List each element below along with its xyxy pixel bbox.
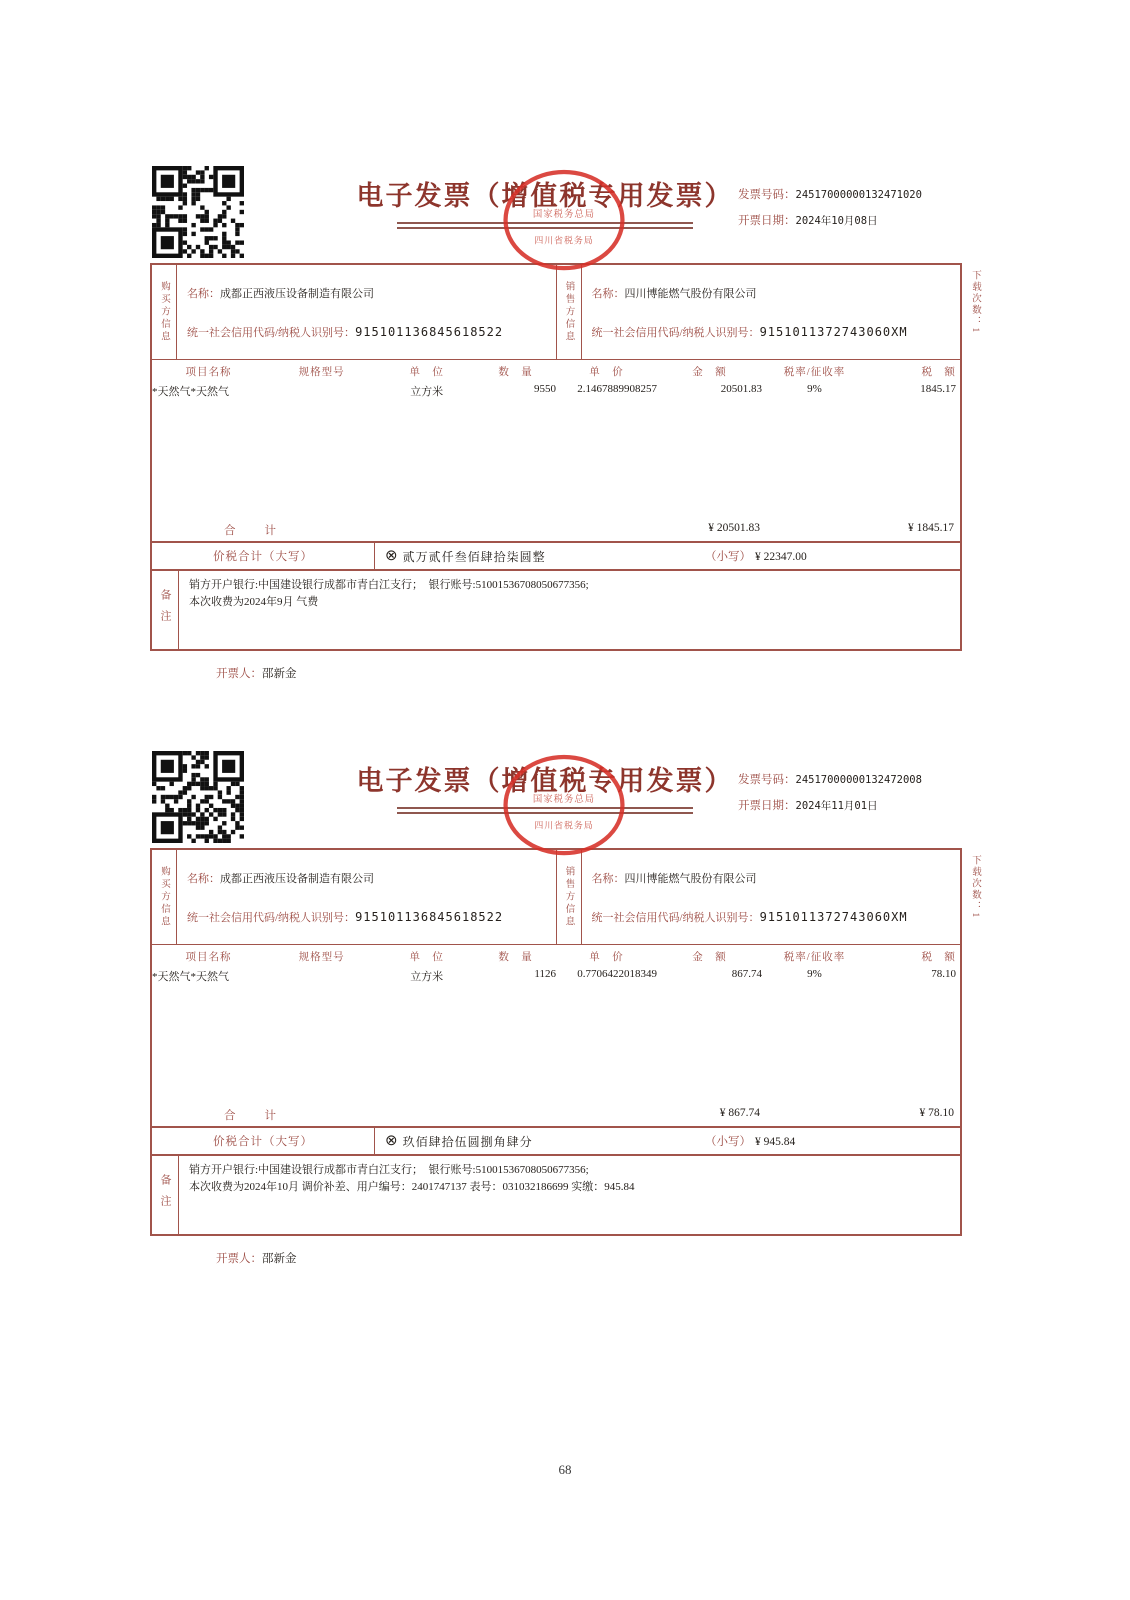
invoice-meta bbox=[738, 771, 964, 823]
seller-info bbox=[582, 850, 961, 944]
col-header-name: 项目名称 bbox=[185, 952, 232, 963]
buyer-name-value: 成都正西液压设备制造有限公司 bbox=[220, 872, 374, 885]
total-amount: ¥ 20501.83 bbox=[708, 522, 760, 534]
col-header-amount: 金 额 bbox=[692, 952, 727, 963]
col-header-price: 单 价 bbox=[589, 952, 624, 963]
col-header-unit: 单 位 bbox=[409, 367, 444, 378]
seller-taxid-value: 9151011372743060XM bbox=[759, 909, 908, 924]
item-tax: 1845.17 bbox=[920, 383, 956, 395]
grand-total-label: 价税合计（大写） bbox=[152, 543, 375, 569]
buyer-block-label: 购买方信息 bbox=[152, 850, 177, 944]
seller-name-value: 四川博能燃气股份有限公司 bbox=[624, 872, 757, 885]
invoice-meta bbox=[738, 186, 964, 238]
items-table bbox=[152, 360, 960, 519]
items-header-row bbox=[152, 949, 960, 964]
invoice-number-row bbox=[738, 186, 964, 202]
buyer-taxid-value: 915101136845618522 bbox=[355, 909, 504, 924]
seller-info bbox=[582, 265, 961, 359]
remark-line-bank: 销方开户银行:中国建设银行成都市青白江支行； 银行账号:51001536708050677356; bbox=[189, 579, 589, 591]
stamp-line1: 国家税务总局 bbox=[532, 210, 596, 221]
item-tax: 78.10 bbox=[931, 968, 956, 980]
total-label: 合 计 bbox=[224, 525, 278, 537]
remark-line-bank: 销方开户银行:中国建设银行成都市青白江支行； 银行账号:51001536708050677356; bbox=[189, 1164, 589, 1176]
invoice-date-row bbox=[738, 212, 964, 228]
remark-content bbox=[179, 1156, 960, 1234]
download-count: 下载次数：1 bbox=[970, 855, 980, 920]
col-header-tax: 税 额 bbox=[921, 367, 956, 378]
seller-name-value: 四川博能燃气股份有限公司 bbox=[624, 287, 757, 300]
item-tax-rate: 9% bbox=[807, 383, 822, 395]
seller-taxid-value: 9151011372743060XM bbox=[759, 324, 908, 339]
col-header-price: 单 价 bbox=[589, 367, 624, 378]
download-count: 下载次数：1 bbox=[970, 270, 980, 335]
stamp-line1: 国家税务总局 bbox=[532, 795, 596, 806]
total-tax: ¥ 78.10 bbox=[919, 1107, 954, 1119]
invoice-2 bbox=[150, 745, 980, 1266]
remark-line-fee: 本次收费为2024年10月 调价补差、用户编号：2401747137 表号：031032186699 实缴：945.84 bbox=[189, 1181, 635, 1194]
invoice-date-label: 开票日期： bbox=[738, 215, 796, 227]
col-header-tax: 税 额 bbox=[921, 952, 956, 963]
total-row bbox=[152, 519, 960, 543]
grand-total-content bbox=[375, 543, 960, 569]
invoice-title: 电子发票（增值税专用发票） bbox=[356, 181, 734, 211]
issuer-label: 开票人： bbox=[216, 668, 262, 680]
grand-total-content bbox=[375, 1128, 960, 1154]
col-header-unit: 单 位 bbox=[409, 952, 444, 963]
amount-in-figures-group bbox=[705, 548, 807, 564]
stamp-line2: 四川省税务局 bbox=[534, 235, 594, 246]
col-header-qty: 数 量 bbox=[498, 952, 533, 963]
item-amount: 20501.83 bbox=[720, 383, 762, 395]
invoice-number-value: 24517000000132471020 bbox=[795, 189, 922, 201]
amount-in-figures: ¥ 945.84 bbox=[755, 1136, 796, 1148]
invoice-number-row bbox=[738, 771, 964, 787]
remark-section bbox=[152, 1156, 960, 1234]
small-figures-label: （小写） bbox=[705, 551, 751, 563]
item-spec bbox=[265, 383, 378, 399]
items-table bbox=[152, 945, 960, 1104]
tax-bureau-stamp-icon bbox=[498, 747, 630, 865]
seller-taxid-label: 统一社会信用代码/纳税人识别号： bbox=[591, 326, 760, 339]
amount-in-words: 贰万贰仟叁佰肆拾柒圆整 bbox=[402, 549, 546, 564]
item-spec bbox=[265, 968, 378, 984]
buyer-name-label: 名称： bbox=[187, 287, 220, 300]
invoice-number-value: 24517000000132472008 bbox=[795, 774, 922, 786]
grand-total-row bbox=[152, 1128, 960, 1156]
invoice-header bbox=[150, 160, 962, 263]
col-header-rate: 税率/征收率 bbox=[783, 952, 846, 963]
invoice-date-value: 2024年10月08日 bbox=[795, 215, 878, 227]
tax-bureau-stamp-icon bbox=[498, 162, 630, 280]
col-header-spec: 规格型号 bbox=[298, 367, 345, 378]
item-row bbox=[152, 383, 960, 399]
circled-x-icon: ⊗ bbox=[385, 547, 398, 564]
amount-in-words: 玖佰肆拾伍圆捌角肆分 bbox=[402, 1134, 533, 1149]
buyer-block-label: 购买方信息 bbox=[152, 265, 177, 359]
buyer-taxid-label: 统一社会信用代码/纳税人识别号： bbox=[187, 326, 356, 339]
qr-code bbox=[152, 751, 244, 843]
amount-in-figures: ¥ 22347.00 bbox=[755, 551, 807, 563]
item-unit: 立方米 bbox=[410, 386, 444, 398]
issuer-name: 邵新金 bbox=[262, 668, 297, 680]
remark-content bbox=[179, 571, 960, 649]
item-qty: 9550 bbox=[533, 383, 556, 395]
item-price: 2.1467889908257 bbox=[577, 383, 657, 395]
grand-total-row bbox=[152, 543, 960, 571]
buyer-name-label: 名称： bbox=[187, 872, 220, 885]
page-number: 68 bbox=[558, 1462, 572, 1477]
item-name: *天然气*天然气 bbox=[152, 386, 229, 398]
invoice-date-row bbox=[738, 797, 964, 813]
items-header-row bbox=[152, 364, 960, 379]
amount-in-figures-group bbox=[705, 1133, 795, 1149]
item-amount: 867.74 bbox=[731, 968, 762, 980]
invoice-header bbox=[150, 745, 962, 848]
buyer-taxid-value: 915101136845618522 bbox=[355, 324, 504, 339]
remark-label: 备注 bbox=[152, 571, 179, 649]
small-figures-label: （小写） bbox=[705, 1136, 751, 1148]
invoice-title: 电子发票（增值税专用发票） bbox=[356, 766, 734, 796]
invoice-body bbox=[150, 848, 962, 1236]
col-header-amount: 金 额 bbox=[692, 367, 727, 378]
item-tax-rate: 9% bbox=[807, 968, 822, 980]
col-header-qty: 数 量 bbox=[498, 367, 533, 378]
item-price: 0.7706422018349 bbox=[577, 968, 657, 980]
seller-name-label: 名称： bbox=[591, 287, 625, 300]
issuer-name: 邵新金 bbox=[262, 1253, 297, 1265]
item-unit: 立方米 bbox=[410, 971, 444, 983]
seller-taxid-label: 统一社会信用代码/纳税人识别号： bbox=[591, 911, 760, 924]
col-header-spec: 规格型号 bbox=[298, 952, 345, 963]
stamp-line2: 四川省税务局 bbox=[534, 820, 594, 831]
total-tax: ¥ 1845.17 bbox=[908, 522, 954, 534]
invoice-body bbox=[150, 263, 962, 651]
seller-block-label: 销售方信息 bbox=[556, 850, 582, 944]
remark-label: 备注 bbox=[152, 1156, 179, 1234]
item-name: *天然气*天然气 bbox=[152, 971, 229, 983]
col-header-name: 项目名称 bbox=[185, 367, 232, 378]
total-amount: ¥ 867.74 bbox=[719, 1107, 760, 1119]
issuer-label: 开票人： bbox=[216, 1253, 262, 1265]
invoice-number-label: 发票号码： bbox=[738, 774, 796, 786]
circled-x-icon: ⊗ bbox=[385, 1132, 398, 1149]
seller-block-label: 销售方信息 bbox=[556, 265, 582, 359]
grand-total-label: 价税合计（大写） bbox=[152, 1128, 375, 1154]
total-label: 合 计 bbox=[224, 1110, 278, 1122]
buyer-taxid-label: 统一社会信用代码/纳税人识别号： bbox=[187, 911, 356, 924]
invoice-number-label: 发票号码： bbox=[738, 189, 796, 201]
invoice-date-label: 开票日期： bbox=[738, 800, 796, 812]
item-row bbox=[152, 968, 960, 984]
seller-name-label: 名称： bbox=[591, 872, 625, 885]
remark-line-fee: 本次收费为2024年9月 气费 bbox=[189, 596, 319, 609]
col-header-rate: 税率/征收率 bbox=[783, 367, 846, 378]
issuer-row bbox=[216, 665, 962, 681]
issuer-row bbox=[216, 1250, 962, 1266]
qr-code bbox=[152, 166, 244, 258]
invoice-date-value: 2024年11月01日 bbox=[795, 800, 878, 812]
total-row bbox=[152, 1104, 960, 1128]
remark-section bbox=[152, 571, 960, 649]
item-qty: 1126 bbox=[534, 968, 556, 980]
invoice-1 bbox=[150, 160, 980, 681]
buyer-name-value: 成都正西液压设备制造有限公司 bbox=[220, 287, 374, 300]
